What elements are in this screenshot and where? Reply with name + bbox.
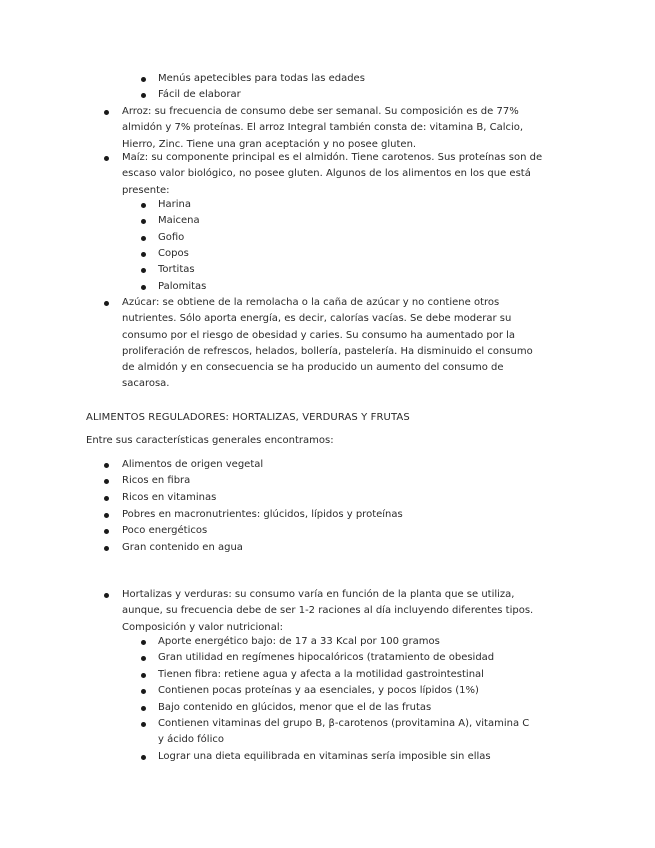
list-item: Tienen fibra: retiene agua y afecta a la motilidad gastrointestinal: [158, 669, 484, 680]
list-item: Gran contenido en agua: [122, 542, 243, 553]
bullet: [104, 156, 109, 161]
bullet: [141, 236, 146, 241]
list-item: Ricos en vitaminas: [122, 492, 217, 503]
azucar-paragraph: Azúcar: se obtiene de la remolacha o la caña de azúcar y no contiene otros nutrientes. Sólo aporta energía, es decir, calorías vacías. Se debe moderar su consumo por el riesgo de obesidad y caries. Su consumo ha aumentado por la proliferación de refrescos, helados, bollería, pastelería. Ha disminuido el consumo de almidón y en consecuencia se ha producido un aumento del consumo de sacarosa.: [122, 297, 533, 390]
list-item: Copos: [158, 248, 189, 259]
bullet: [104, 513, 109, 518]
bullet: [141, 268, 146, 273]
list-item: Bajo contenido en glúcidos, menor que el de las frutas: [158, 702, 432, 713]
intro-text: Entre sus características generales encontramos:: [86, 435, 334, 446]
bullet: [141, 722, 146, 727]
list-item: Lograr una dieta equilibrada en vitaminas sería imposible sin ellas: [158, 751, 491, 762]
list-item: Palomitas: [158, 281, 207, 292]
bullet: [141, 93, 146, 98]
bullet: [141, 285, 146, 290]
bullet: [141, 219, 146, 224]
list-item: Pobres en macronutrientes: glúcidos, lípidos y proteínas: [122, 509, 403, 520]
bullet: [141, 755, 146, 760]
list-item: Gran utilidad en regímenes hipocalóricos (tratamiento de obesidad: [158, 652, 495, 663]
list-item: Ricos en fibra: [122, 475, 191, 486]
bullet: [141, 252, 146, 257]
bullet: [104, 593, 109, 598]
list-item: Poco energéticos: [122, 525, 208, 536]
list-item: Contienen pocas proteínas y aa esenciales, y pocos lípidos (1%): [158, 685, 479, 696]
bullet: [141, 640, 146, 645]
maiz-paragraph: Maíz: su componente principal es el almidón. Tiene carotenos. Sus proteínas son de escaso valor biológico, no posee gluten. Algunos de los alimentos en los que está presente:: [122, 152, 543, 196]
vitaminas-item: Contienen vitaminas del grupo B, β-carotenos (provitamina A), vitamina C y ácido fólico: [158, 718, 530, 746]
bullet: [141, 203, 146, 208]
bullet: [104, 463, 109, 468]
list-item: Fácil de elaborar: [158, 89, 241, 100]
bullet: [104, 496, 109, 501]
bullet: [104, 301, 109, 306]
bullet: [104, 479, 109, 484]
list-item: Tortitas: [158, 264, 195, 275]
hortalizas-paragraph: Hortalizas y verduras: su consumo varía en función de la planta que se utiliza, aunque, su frecuencia debe de ser 1-2 raciones al día incluyendo diferentes tipos. Composición y valor nutricional:: [122, 589, 534, 633]
list-item: Alimentos de origen vegetal: [122, 459, 264, 470]
list-item: Aporte energético bajo: de 17 a 33 Kcal por 100 gramos: [158, 636, 440, 647]
bullet: [141, 706, 146, 711]
list-item: Harina: [158, 199, 192, 210]
section-heading: ALIMENTOS REGULADORES: HORTALIZAS, VERDURAS Y FRUTAS: [86, 412, 410, 423]
bullet: [141, 77, 146, 82]
list-item: Gofio: [158, 232, 185, 243]
bullet: [141, 673, 146, 678]
bullet: [104, 546, 109, 551]
arroz-paragraph: Arroz: su frecuencia de consumo debe ser semanal. Su composición es de 77% almidón y 7% proteínas. El arroz Integral también consta de: vitamina B, Calcio, Hierro, Zinc. Tiene una gran aceptación y no posee gluten.: [122, 106, 524, 150]
bullet: [104, 110, 109, 115]
bullet: [141, 689, 146, 694]
list-item: Maicena: [158, 215, 200, 226]
list-item: Menús apetecibles para todas las edades: [158, 73, 365, 84]
bullet: [104, 529, 109, 534]
bullet: [141, 656, 146, 661]
